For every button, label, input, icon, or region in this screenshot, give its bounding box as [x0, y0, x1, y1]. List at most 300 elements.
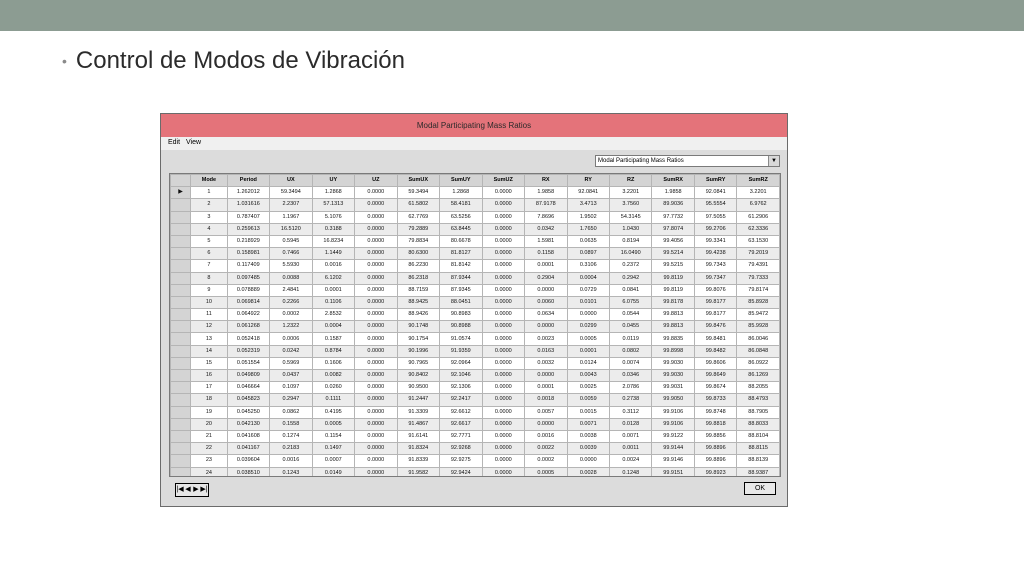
table-cell[interactable]: 0.0016: [312, 260, 354, 272]
table-cell[interactable]: 0.042130: [227, 418, 269, 430]
table-cell[interactable]: 0.0059: [567, 394, 609, 406]
table-cell[interactable]: 62.7769: [397, 211, 439, 223]
table-cell[interactable]: 0.0001: [525, 382, 567, 394]
row-selector[interactable]: [171, 235, 191, 247]
table-cell[interactable]: 91.8324: [397, 443, 439, 455]
table-cell[interactable]: 87.9178: [525, 199, 567, 211]
chevron-down-icon[interactable]: ▼: [768, 156, 779, 166]
table-cell[interactable]: 3.2201: [609, 187, 651, 199]
table-cell[interactable]: 0.0000: [355, 211, 397, 223]
table-cell[interactable]: 86.1269: [737, 370, 780, 382]
table-cell[interactable]: 79.8834: [397, 235, 439, 247]
table-cell[interactable]: 0.0000: [355, 284, 397, 296]
table-cell[interactable]: 88.7905: [737, 406, 780, 418]
row-selector[interactable]: [171, 443, 191, 455]
table-cell[interactable]: 0.0000: [482, 345, 524, 357]
table-cell[interactable]: 88.4793: [737, 394, 780, 406]
table-cell[interactable]: 99.8119: [652, 272, 694, 284]
table-cell[interactable]: 0.0000: [482, 406, 524, 418]
table-cell[interactable]: 0.1587: [312, 333, 354, 345]
table-cell[interactable]: 95.5554: [694, 199, 736, 211]
table-cell[interactable]: 0.0022: [525, 443, 567, 455]
table-cell[interactable]: 0.0000: [482, 443, 524, 455]
table-cell[interactable]: 0.0000: [482, 467, 524, 477]
table-cell[interactable]: 0.0028: [567, 467, 609, 477]
table-cell[interactable]: 92.1306: [440, 382, 482, 394]
row-selector[interactable]: [171, 382, 191, 394]
table-cell[interactable]: 58.4181: [440, 199, 482, 211]
table-row[interactable]: [171, 455, 780, 467]
table-cell[interactable]: 1.5981: [525, 235, 567, 247]
table-cell[interactable]: 0.0071: [567, 418, 609, 430]
table-cell[interactable]: 91.8339: [397, 455, 439, 467]
column-header-sumry[interactable]: SumRY: [694, 175, 736, 187]
table-cell[interactable]: 0.0024: [609, 455, 651, 467]
table-cell[interactable]: 61.2906: [737, 211, 780, 223]
table-cell[interactable]: 0.0057: [525, 406, 567, 418]
table-cell[interactable]: 0.1606: [312, 357, 354, 369]
table-cell[interactable]: 99.5214: [652, 248, 694, 260]
table-cell[interactable]: 99.8482: [694, 345, 736, 357]
table-cell[interactable]: 0.0802: [609, 345, 651, 357]
table-cell[interactable]: 0.046664: [227, 382, 269, 394]
column-header-rz[interactable]: RZ: [609, 175, 651, 187]
table-cell[interactable]: 0.2183: [270, 443, 312, 455]
table-cell[interactable]: 91.6141: [397, 430, 439, 442]
table-cell[interactable]: 0.0000: [525, 370, 567, 382]
table-cell[interactable]: 1: [191, 187, 227, 199]
table-cell[interactable]: 1.9502: [567, 211, 609, 223]
table-cell[interactable]: 0.0437: [270, 370, 312, 382]
table-cell[interactable]: 0.0011: [609, 443, 651, 455]
table-cell[interactable]: 0.0128: [609, 418, 651, 430]
table-cell[interactable]: 19: [191, 406, 227, 418]
table-cell[interactable]: 99.8856: [694, 430, 736, 442]
table-cell[interactable]: 2: [191, 199, 227, 211]
table-cell[interactable]: 63.1530: [737, 235, 780, 247]
table-cell[interactable]: 92.6612: [440, 406, 482, 418]
table-cell[interactable]: 80.6678: [440, 235, 482, 247]
table-cell[interactable]: 92.1046: [440, 370, 482, 382]
table-cell[interactable]: 91.0574: [440, 333, 482, 345]
table-cell[interactable]: 0.2942: [609, 272, 651, 284]
table-cell[interactable]: 6.9762: [737, 199, 780, 211]
table-cell[interactable]: 3: [191, 211, 227, 223]
row-selector[interactable]: [171, 455, 191, 467]
table-cell[interactable]: 0.0000: [482, 370, 524, 382]
table-cell[interactable]: 99.9030: [652, 357, 694, 369]
column-header-sumuz[interactable]: SumUZ: [482, 175, 524, 187]
table-cell[interactable]: 0.0004: [567, 272, 609, 284]
table-cell[interactable]: 63.5256: [440, 211, 482, 223]
table-cell[interactable]: 0.218929: [227, 235, 269, 247]
table-row[interactable]: [171, 211, 780, 223]
table-cell[interactable]: 0.064922: [227, 309, 269, 321]
table-cell[interactable]: 0.0000: [355, 430, 397, 442]
table-row[interactable]: [171, 187, 780, 199]
table-cell[interactable]: 0.0862: [270, 406, 312, 418]
table-cell[interactable]: 92.0964: [440, 357, 482, 369]
table-cell[interactable]: 86.2230: [397, 260, 439, 272]
table-cell[interactable]: 2.2307: [270, 199, 312, 211]
table-cell[interactable]: 99.8076: [694, 284, 736, 296]
table-cell[interactable]: 7.8696: [525, 211, 567, 223]
row-selector[interactable]: [171, 272, 191, 284]
column-header-mode[interactable]: Mode: [191, 175, 227, 187]
table-cell[interactable]: 2.0786: [609, 382, 651, 394]
table-cell[interactable]: 0.0101: [567, 296, 609, 308]
table-cell[interactable]: 0.0082: [312, 370, 354, 382]
table-cell[interactable]: 0.061268: [227, 321, 269, 333]
ok-button[interactable]: OK: [744, 482, 776, 495]
table-cell[interactable]: 0.0004: [312, 321, 354, 333]
table-cell[interactable]: 0.0000: [482, 455, 524, 467]
table-cell[interactable]: 0.0000: [355, 223, 397, 235]
table-cell[interactable]: 99.9151: [652, 467, 694, 477]
row-selector[interactable]: [171, 296, 191, 308]
table-row[interactable]: [171, 248, 780, 260]
table-cell[interactable]: 81.8127: [440, 248, 482, 260]
table-cell[interactable]: 0.0002: [525, 455, 567, 467]
table-row[interactable]: [171, 333, 780, 345]
table-cell[interactable]: 0.0000: [525, 284, 567, 296]
table-cell[interactable]: 0.0634: [525, 309, 567, 321]
menu-edit[interactable]: Edit: [168, 139, 181, 146]
table-cell[interactable]: 0.117409: [227, 260, 269, 272]
table-cell[interactable]: 0.0005: [312, 418, 354, 430]
table-cell[interactable]: 99.8733: [694, 394, 736, 406]
table-cell[interactable]: 99.8813: [652, 321, 694, 333]
table-cell[interactable]: 92.9268: [440, 443, 482, 455]
table-cell[interactable]: 0.0000: [355, 260, 397, 272]
table-cell[interactable]: 0.1106: [312, 296, 354, 308]
table-cell[interactable]: 0.1558: [270, 418, 312, 430]
table-cell[interactable]: 6.0755: [609, 296, 651, 308]
table-cell[interactable]: 0.0000: [482, 187, 524, 199]
table-row[interactable]: [171, 260, 780, 272]
table-cell[interactable]: 90.8402: [397, 370, 439, 382]
table-cell[interactable]: 5: [191, 235, 227, 247]
table-cell[interactable]: 0.0023: [525, 333, 567, 345]
table-cell[interactable]: 0.3112: [609, 406, 651, 418]
table-cell[interactable]: 0.2266: [270, 296, 312, 308]
table-cell[interactable]: 1.0430: [609, 223, 651, 235]
table-cell[interactable]: 88.9387: [737, 467, 780, 477]
table-cell[interactable]: 0.2372: [609, 260, 651, 272]
table-cell[interactable]: 99.4056: [652, 235, 694, 247]
table-cell[interactable]: 2.8532: [312, 309, 354, 321]
results-table-container[interactable]: [169, 173, 781, 477]
row-selector[interactable]: [171, 333, 191, 345]
row-selector[interactable]: [171, 223, 191, 235]
table-cell[interactable]: 99.9106: [652, 406, 694, 418]
table-row[interactable]: [171, 394, 780, 406]
table-cell[interactable]: 0.0000: [482, 430, 524, 442]
table-cell[interactable]: 0.2947: [270, 394, 312, 406]
table-cell[interactable]: 0.049809: [227, 370, 269, 382]
table-cell[interactable]: 0.0897: [567, 248, 609, 260]
table-cell[interactable]: 89.9036: [652, 199, 694, 211]
table-cell[interactable]: 0.0000: [482, 394, 524, 406]
table-cell[interactable]: 99.8178: [652, 296, 694, 308]
table-cell[interactable]: 0.039604: [227, 455, 269, 467]
table-cell[interactable]: 91.9359: [440, 345, 482, 357]
table-cell[interactable]: 0.0000: [355, 467, 397, 477]
table-cell[interactable]: 88.0451: [440, 296, 482, 308]
table-cell[interactable]: 99.8835: [652, 333, 694, 345]
table-cell[interactable]: 9: [191, 284, 227, 296]
table-cell[interactable]: 3.4713: [567, 199, 609, 211]
table-cell[interactable]: 85.8928: [737, 296, 780, 308]
row-selector[interactable]: [171, 370, 191, 382]
table-cell[interactable]: 90.1996: [397, 345, 439, 357]
table-cell[interactable]: 0.0000: [482, 235, 524, 247]
column-header-sumrz[interactable]: SumRZ: [737, 175, 780, 187]
table-cell[interactable]: 88.9425: [397, 296, 439, 308]
table-cell[interactable]: 99.4238: [694, 248, 736, 260]
table-cell[interactable]: 0.0074: [609, 357, 651, 369]
table-row[interactable]: [171, 235, 780, 247]
table-cell[interactable]: 0.0005: [525, 467, 567, 477]
table-row[interactable]: [171, 309, 780, 321]
table-cell[interactable]: 15: [191, 357, 227, 369]
table-cell[interactable]: 99.8896: [694, 455, 736, 467]
current-row-pointer-icon[interactable]: ▶: [171, 187, 191, 199]
table-cell[interactable]: 0.0544: [609, 309, 651, 321]
table-row[interactable]: [171, 223, 780, 235]
table-cell[interactable]: 0.0000: [355, 199, 397, 211]
table-cell[interactable]: 99.9106: [652, 418, 694, 430]
table-cell[interactable]: 0.0000: [355, 418, 397, 430]
table-cell[interactable]: 0.097485: [227, 272, 269, 284]
table-cell[interactable]: 0.0000: [355, 309, 397, 321]
table-cell[interactable]: 91.2447: [397, 394, 439, 406]
table-cell[interactable]: 99.8649: [694, 370, 736, 382]
table-row[interactable]: [171, 418, 780, 430]
table-cell[interactable]: 54.3145: [609, 211, 651, 223]
table-cell[interactable]: 88.8115: [737, 443, 780, 455]
table-cell[interactable]: 0.0000: [482, 248, 524, 260]
table-cell[interactable]: 0.5969: [270, 357, 312, 369]
table-cell[interactable]: 0.0000: [355, 370, 397, 382]
table-cell[interactable]: 1.9858: [525, 187, 567, 199]
table-cell[interactable]: 97.5055: [694, 211, 736, 223]
table-cell[interactable]: 97.8074: [652, 223, 694, 235]
table-cell[interactable]: 99.7343: [694, 260, 736, 272]
table-cell[interactable]: 99.9144: [652, 443, 694, 455]
table-cell[interactable]: 90.8988: [440, 321, 482, 333]
table-cell[interactable]: 0.1111: [312, 394, 354, 406]
table-cell[interactable]: 0.0000: [355, 382, 397, 394]
table-cell[interactable]: 99.8998: [652, 345, 694, 357]
column-header-rx[interactable]: RX: [525, 175, 567, 187]
table-cell[interactable]: 88.9426: [397, 309, 439, 321]
table-cell[interactable]: 0.0635: [567, 235, 609, 247]
table-cell[interactable]: 11: [191, 309, 227, 321]
table-cell[interactable]: 88.8104: [737, 430, 780, 442]
table-cell[interactable]: 0.0000: [482, 272, 524, 284]
table-cell[interactable]: 0.0032: [525, 357, 567, 369]
table-cell[interactable]: 0.1497: [312, 443, 354, 455]
table-cell[interactable]: 0.1097: [270, 382, 312, 394]
table-cell[interactable]: 0.0299: [567, 321, 609, 333]
table-cell[interactable]: 0.0001: [567, 345, 609, 357]
table-cell[interactable]: 99.2706: [694, 223, 736, 235]
table-cell[interactable]: 0.0060: [525, 296, 567, 308]
table-cell[interactable]: 0.0000: [567, 309, 609, 321]
table-cell[interactable]: 22: [191, 443, 227, 455]
table-select-dropdown[interactable]: [595, 155, 780, 167]
table-cell[interactable]: 1.1449: [312, 248, 354, 260]
table-row[interactable]: [171, 284, 780, 296]
table-cell[interactable]: 0.0006: [270, 333, 312, 345]
column-header-sumuy[interactable]: SumUY: [440, 175, 482, 187]
table-cell[interactable]: 0.0242: [270, 345, 312, 357]
table-cell[interactable]: 5.1076: [312, 211, 354, 223]
table-cell[interactable]: 0.0149: [312, 467, 354, 477]
table-cell[interactable]: 99.9031: [652, 382, 694, 394]
table-cell[interactable]: 0.0071: [609, 430, 651, 442]
table-cell[interactable]: 59.3494: [270, 187, 312, 199]
table-cell[interactable]: 17: [191, 382, 227, 394]
table-cell[interactable]: 7: [191, 260, 227, 272]
table-cell[interactable]: 91.9582: [397, 467, 439, 477]
row-selector[interactable]: [171, 345, 191, 357]
table-cell[interactable]: 86.0922: [737, 357, 780, 369]
table-row[interactable]: [171, 370, 780, 382]
table-cell[interactable]: 1.2322: [270, 321, 312, 333]
table-cell[interactable]: 90.1754: [397, 333, 439, 345]
row-selector[interactable]: [171, 260, 191, 272]
table-cell[interactable]: 16.8234: [312, 235, 354, 247]
table-cell[interactable]: 0.045823: [227, 394, 269, 406]
table-cell[interactable]: 0.051554: [227, 357, 269, 369]
table-cell[interactable]: 62.3336: [737, 223, 780, 235]
table-cell[interactable]: 0.0002: [270, 309, 312, 321]
table-cell[interactable]: 99.8818: [694, 418, 736, 430]
table-cell[interactable]: 99.8606: [694, 357, 736, 369]
table-cell[interactable]: 79.8174: [737, 284, 780, 296]
table-cell[interactable]: 0.2738: [609, 394, 651, 406]
table-cell[interactable]: 92.2417: [440, 394, 482, 406]
table-cell[interactable]: 0.0000: [482, 296, 524, 308]
table-cell[interactable]: 0.0025: [567, 382, 609, 394]
table-cell[interactable]: 0.1154: [312, 430, 354, 442]
table-cell[interactable]: 90.1748: [397, 321, 439, 333]
table-cell[interactable]: 61.5802: [397, 199, 439, 211]
row-selector[interactable]: [171, 394, 191, 406]
table-cell[interactable]: 0.0000: [355, 272, 397, 284]
table-cell[interactable]: 0.1248: [609, 467, 651, 477]
table-cell[interactable]: 97.7732: [652, 211, 694, 223]
table-cell[interactable]: 0.0005: [567, 333, 609, 345]
table-cell[interactable]: 79.2889: [397, 223, 439, 235]
table-cell[interactable]: 0.0000: [355, 406, 397, 418]
table-cell[interactable]: 0.0000: [355, 394, 397, 406]
table-row[interactable]: [171, 406, 780, 418]
table-cell[interactable]: 1.031616: [227, 199, 269, 211]
table-cell[interactable]: 0.0039: [567, 443, 609, 455]
table-cell[interactable]: 0.078889: [227, 284, 269, 296]
table-row[interactable]: [171, 321, 780, 333]
table-cell[interactable]: 0.0001: [312, 284, 354, 296]
table-cell[interactable]: 0.0000: [482, 333, 524, 345]
table-cell[interactable]: 99.3341: [694, 235, 736, 247]
table-cell[interactable]: 99.8119: [652, 284, 694, 296]
table-cell[interactable]: 0.0000: [355, 333, 397, 345]
table-cell[interactable]: 88.2055: [737, 382, 780, 394]
table-cell[interactable]: 5.5930: [270, 260, 312, 272]
table-cell[interactable]: 0.0000: [567, 455, 609, 467]
table-row[interactable]: [171, 272, 780, 284]
table-cell[interactable]: 79.2019: [737, 248, 780, 260]
table-cell[interactable]: 0.0016: [270, 455, 312, 467]
table-cell[interactable]: 1.2868: [312, 187, 354, 199]
table-cell[interactable]: 0.0000: [482, 321, 524, 333]
table-cell[interactable]: 0.045250: [227, 406, 269, 418]
table-cell[interactable]: 0.0000: [355, 357, 397, 369]
table-cell[interactable]: 92.9424: [440, 467, 482, 477]
table-cell[interactable]: 59.3494: [397, 187, 439, 199]
table-cell[interactable]: 13: [191, 333, 227, 345]
row-selector[interactable]: [171, 467, 191, 477]
previous-record-icon[interactable]: ◀: [185, 486, 191, 493]
table-cell[interactable]: 91.4867: [397, 418, 439, 430]
table-cell[interactable]: 86.0046: [737, 333, 780, 345]
table-cell[interactable]: 16.0490: [609, 248, 651, 260]
table-cell[interactable]: 0.0000: [355, 321, 397, 333]
table-cell[interactable]: 0.1243: [270, 467, 312, 477]
table-cell[interactable]: 0.0124: [567, 357, 609, 369]
row-selector[interactable]: [171, 321, 191, 333]
table-cell[interactable]: 0.0163: [525, 345, 567, 357]
table-cell[interactable]: 99.8177: [694, 296, 736, 308]
last-record-icon[interactable]: ▶|: [200, 486, 208, 493]
table-cell[interactable]: 0.0001: [525, 260, 567, 272]
table-cell[interactable]: 0.7466: [270, 248, 312, 260]
row-selector[interactable]: [171, 430, 191, 442]
table-cell[interactable]: 0.038510: [227, 467, 269, 477]
table-cell[interactable]: 3.2201: [737, 187, 780, 199]
table-cell[interactable]: 88.8139: [737, 455, 780, 467]
table-cell[interactable]: 92.0841: [694, 187, 736, 199]
table-cell[interactable]: 0.0000: [355, 248, 397, 260]
table-cell[interactable]: 85.9928: [737, 321, 780, 333]
table-cell[interactable]: 81.8142: [440, 260, 482, 272]
row-selector[interactable]: [171, 199, 191, 211]
table-cell[interactable]: 0.0000: [355, 296, 397, 308]
table-cell[interactable]: 0.0000: [355, 235, 397, 247]
table-cell[interactable]: 99.9146: [652, 455, 694, 467]
table-cell[interactable]: 10: [191, 296, 227, 308]
column-header-period[interactable]: Period: [227, 175, 269, 187]
table-cell[interactable]: 99.9122: [652, 430, 694, 442]
table-row[interactable]: [171, 443, 780, 455]
window-titlebar[interactable]: [161, 114, 787, 137]
table-cell[interactable]: 79.4391: [737, 260, 780, 272]
table-cell[interactable]: 0.0088: [270, 272, 312, 284]
table-cell[interactable]: 1.7650: [567, 223, 609, 235]
row-selector[interactable]: [171, 248, 191, 260]
table-cell[interactable]: 99.8674: [694, 382, 736, 394]
table-cell[interactable]: 0.1274: [270, 430, 312, 442]
table-cell[interactable]: 20: [191, 418, 227, 430]
table-cell[interactable]: 0.0000: [355, 187, 397, 199]
table-cell[interactable]: 92.0841: [567, 187, 609, 199]
table-row[interactable]: [171, 430, 780, 442]
table-cell[interactable]: 16: [191, 370, 227, 382]
table-cell[interactable]: 99.8896: [694, 443, 736, 455]
